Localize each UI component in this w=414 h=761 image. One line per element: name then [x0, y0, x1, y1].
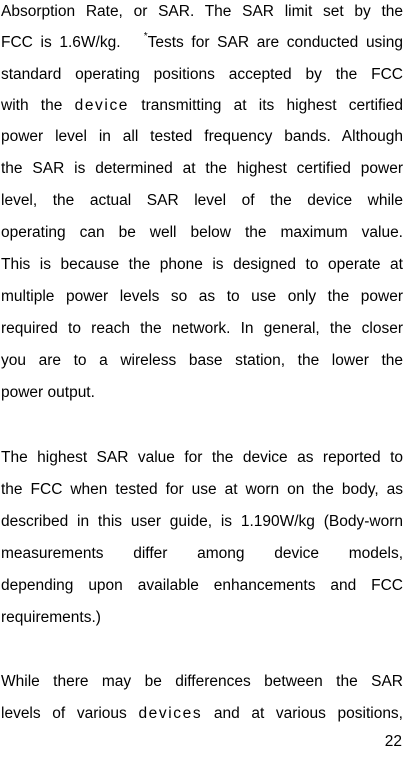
text-line-content: power level in all tested frequency bands. Although	[1, 128, 403, 145]
page-number: 22	[384, 733, 402, 750]
text-line-content: multiple power levels so as to use only the power	[1, 288, 403, 305]
text-line	[1, 66, 403, 84]
text-line-content: requirements.)	[1, 609, 101, 626]
text-line-content: you are to a wireless base station, the lower the	[1, 352, 403, 369]
text-line-content: depending upon available enhancements and FCC	[1, 577, 403, 594]
text-line-content: measurements differ among device models,	[1, 545, 403, 562]
text-line-content: and at various positions,	[213, 705, 403, 722]
text-line	[1, 128, 403, 146]
text-line	[1, 545, 403, 563]
text-line	[1, 673, 403, 691]
text-line-content: FCC is 1.6W/kg.	[1, 34, 121, 51]
text-line	[1, 609, 403, 627]
text-line	[1, 97, 403, 115]
text-line-content: Tests for SAR are conducted using	[147, 34, 403, 51]
text-line-content: the FCC when tested for use at worn on the body, as	[1, 481, 403, 498]
device-term: devices	[138, 705, 203, 722]
text-line-content: Absorption Rate, or SAR. The SAR limit set by the	[1, 3, 403, 20]
text-line-content: described in this user guide, is 1.190W/kg (Body-worn	[1, 513, 403, 530]
text-line	[1, 288, 403, 306]
text-line	[1, 577, 403, 595]
text-line-content: transmitting at its highest certified	[141, 97, 404, 114]
text-line	[1, 256, 403, 274]
text-line	[1, 705, 403, 723]
text-line	[1, 384, 403, 402]
text-line-content: operating can be well below the maximum value.	[1, 224, 403, 241]
text-line	[1, 3, 403, 21]
text-line	[1, 224, 403, 242]
text-line-content: the SAR is determined at the highest certified power	[1, 160, 403, 177]
text-line-content: power output.	[1, 384, 95, 401]
text-line-content: required to reach the network. In general, the closer	[1, 320, 403, 337]
text-line	[1, 513, 403, 531]
text-line-content: The highest SAR value for the device as reported to	[1, 449, 403, 466]
text-line-content: standard operating positions accepted by the FCC	[1, 66, 403, 83]
text-line	[1, 31, 403, 52]
text-line	[1, 352, 403, 370]
text-line-content: While there may be differences between the SAR	[1, 673, 403, 690]
footnote-asterisk: *	[143, 31, 148, 42]
text-line-content: levels of various	[1, 705, 127, 722]
text-line-content: This is because the phone is designed to operate at	[1, 256, 403, 273]
text-line	[1, 320, 403, 338]
text-line	[1, 192, 403, 210]
text-line-content: level, the actual SAR level of the device while	[1, 192, 403, 209]
text-line	[1, 481, 403, 499]
text-line-content: with the	[1, 97, 63, 114]
text-line	[1, 160, 403, 178]
text-line	[1, 449, 403, 467]
device-term: device	[74, 97, 130, 114]
